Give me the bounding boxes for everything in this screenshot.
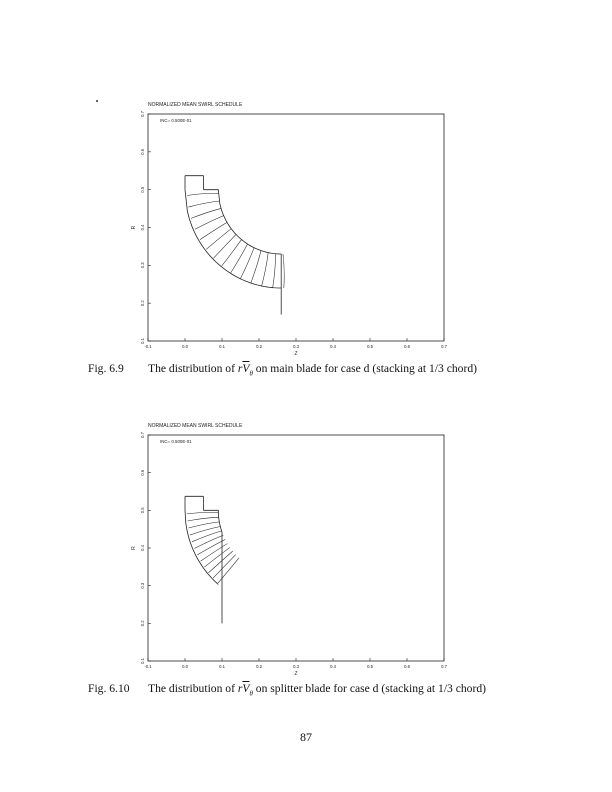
y-tick-label: 0.5 [140,507,145,514]
y-tick-label: 0.4 [140,545,145,551]
x-axis-label: Z [294,671,298,677]
caption-post: on splitter blade for case d (stacking at 1/3 chord) [252,682,486,695]
x-tick-label: 0.1 [219,664,225,669]
caption-fig-6-10 [88,682,486,697]
swirl-contour [222,240,242,266]
caption-pre: The distribution of [148,682,238,695]
x-tick-label: 0.4 [330,344,336,349]
y-tick-label: 0.4 [140,224,145,231]
y-tick-label: 0.2 [140,300,145,307]
x-tick-label: 0.1 [219,344,225,349]
swirl-contour [191,208,221,218]
x-tick-label: -0.1 [144,344,152,349]
chart-main-blade [0,0,612,360]
y-tick-label: 0.2 [140,620,145,627]
x-tick-label: 0.5 [367,664,373,669]
caption-r: r [237,682,243,695]
swirl-contour [251,251,261,283]
y-axis-label: R [131,225,137,230]
y-tick-label: 0.1 [140,658,145,664]
chart-splitter-blade [0,380,612,720]
y-tick-label: 0.7 [140,432,145,438]
x-tick-label: 0.2 [256,664,262,669]
swirl-contour [187,193,218,195]
x-tick-label: 0.6 [404,344,410,349]
swirl-contour [187,512,218,513]
caption-number: Fig. 6.10 [88,682,130,695]
swirl-contour [241,248,255,279]
swirl-contour [214,234,237,258]
swirl-contour [192,531,222,542]
x-axis-label: Z [294,351,298,357]
hub-curve [185,510,218,584]
shroud-curve [204,190,282,254]
caption-fig-6-9 [88,362,477,377]
caption-number: Fig. 6.9 [88,362,124,375]
swirl-contour [206,229,231,250]
chart-title: NORMALIZED MEAN SWIRL SCHEDULE [148,423,243,429]
caption-pre: The distribution of [148,362,238,375]
caption-v: $\overline{V}$ [242,362,250,375]
x-tick-label: 0.0 [182,664,188,669]
swirl-contour [187,517,218,521]
swirl-contour [194,535,223,548]
y-axis-label: R [131,546,137,550]
x-tick-label: 0.3 [293,344,299,349]
swirl-contour [262,253,269,286]
swirl-contour [190,526,220,535]
caption-sub: θ [249,369,253,378]
caption-v: $\overline{V}$ [242,682,250,695]
caption-sub: θ [249,689,253,698]
shroud-curve [204,510,223,532]
inc-annotation: INC= 0.500E-01 [160,439,192,444]
y-tick-label: 0.3 [140,582,145,589]
swirl-contour [188,522,219,528]
swirl-contour [197,539,225,554]
chart-title: NORMALIZED MEAN SWIRL SCHEDULE [148,102,243,108]
x-tick-label: 0.6 [404,664,410,669]
x-tick-label: 0.5 [367,344,373,349]
y-tick-label: 0.1 [140,338,145,344]
caption-post: on main blade for case d (stacking at 1/3 chord) [252,362,477,375]
x-tick-label: 0.2 [256,344,262,349]
x-tick-label: 0.4 [330,664,336,669]
x-tick-label: 0.0 [182,344,188,349]
y-tick-label: 0.3 [140,262,145,269]
x-tick-label: -0.1 [144,664,152,669]
x-tick-label: 0.3 [293,664,299,669]
x-tick-label: 0.7 [441,664,447,669]
swirl-contour [188,201,219,207]
page-number: 87 [300,730,312,744]
inc-annotation: INC= 0.500E-01 [160,118,192,123]
swirl-contour [200,222,227,239]
y-tick-label: 0.5 [140,186,145,193]
x-tick-label: 0.7 [441,344,447,349]
swirl-contour [283,254,284,288]
y-tick-label: 0.6 [140,148,145,155]
y-tick-label: 0.6 [140,469,145,476]
swirl-contour [273,254,276,288]
y-tick-label: 0.7 [140,111,145,117]
caption-r: r [237,362,243,375]
